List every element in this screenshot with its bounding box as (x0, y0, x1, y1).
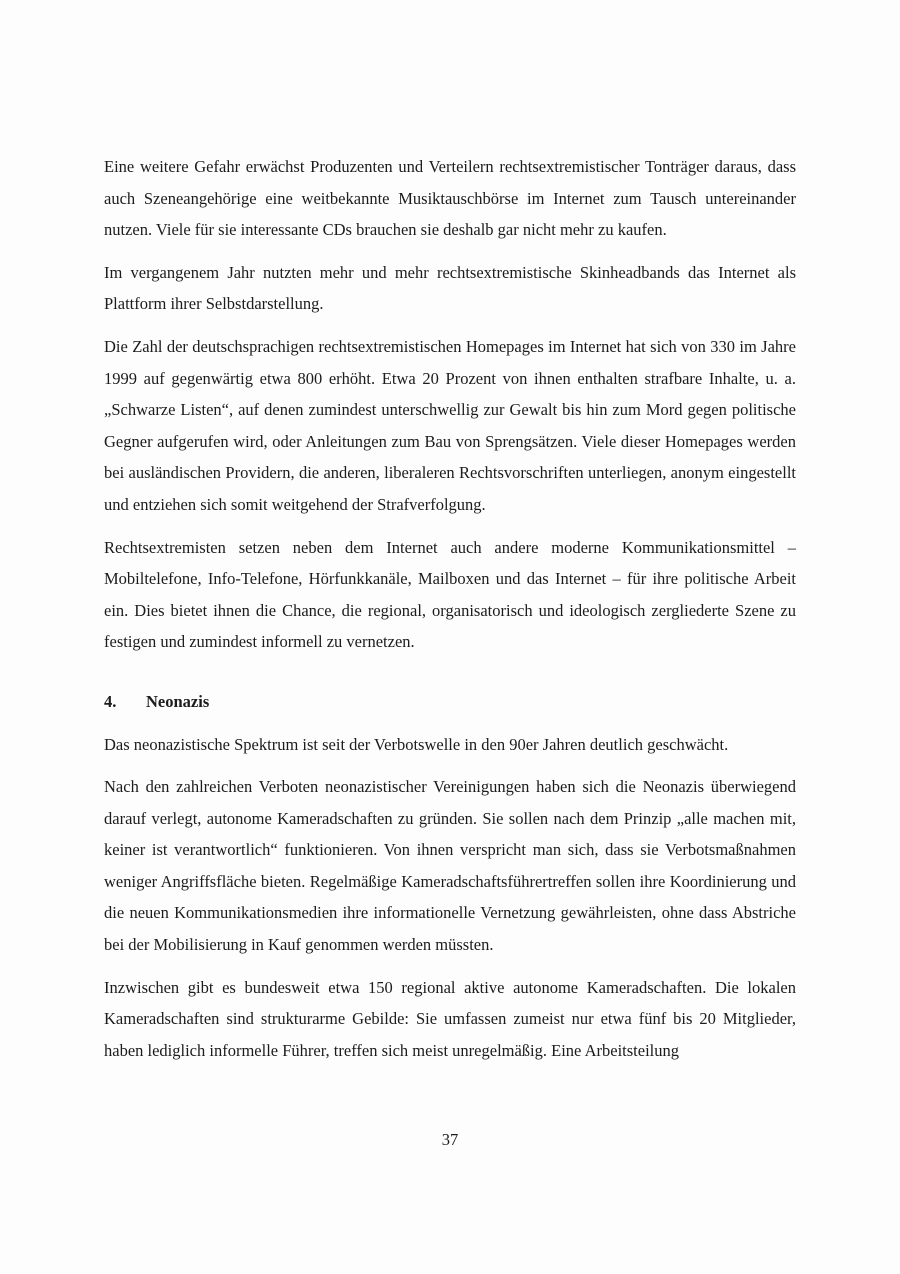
paragraph-kommunikationsmittel: Rechtsextremisten setzen neben dem Internet auch andere moderne Kommunikationsmittel – Mobiltelefone, Info-Telefone, Hörfunkkanäle, Mailboxen und das Internet – für ihre politische Arbeit ein. Dies bietet ihnen die Chance, die regional, organisatorisch und ideologisch zergliederte Szene zu festigen und zumindest informell zu vernetzen. (104, 537, 796, 652)
section-number: 4. (104, 691, 117, 711)
paragraph-tontraeger: Eine weitere Gefahr erwächst Produzenten und Verteilern rechtsextremistischer Tonträger daraus, dass auch Szeneangehörige eine weitbekannte Musiktauschbörse im Internet zum Tausch untereinander nutzen. Viele für sie interessante CDs brauchen sie deshalb gar nicht mehr zu kaufen. (104, 157, 796, 240)
paragraph-homepages: Die Zahl der deutschsprachigen rechtsextremistischen Homepages im Internet hat sich von 330 im Jahre 1999 auf gegenwärtig etwa 800 erhöht. Etwa 20 Prozent von ihnen enthalten strafbare Inhalte, u. a. „Schwarze Listen“, auf denen zumindest unterschwellig zur Gewalt bis hin zum Mord gegen politische Gegner aufgerufen wird, oder Anleitungen zum Bau von Sprengsätzen. Viele dieser Homepages werden bei ausländischen Providern, die anderen, liberaleren Rechtsvorschriften unterliegen, anonym eingestellt und entziehen sich somit weitgehend der Strafverfolgung. (104, 336, 796, 514)
paragraph-skinheadbands: Im vergangenem Jahr nutzten mehr und mehr rechtsextremistische Skinheadbands das Internet als Plattform ihrer Selbstdarstellung. (104, 262, 796, 314)
page-number: 37 (441, 1130, 459, 1149)
section-heading (104, 686, 796, 718)
page-body (104, 151, 796, 1077)
paragraph-spektrum: Das neonazistische Spektrum ist seit der Verbotswelle in den 90er Jahren deutlich geschwächt. (104, 734, 729, 754)
paragraph-bundesweit: Inzwischen gibt es bundesweit etwa 150 regional aktive autonome Kameradschaften. Die lokalen Kameradschaften sind strukturarme Gebilde: Sie umfassen zumeist nur etwa fünf bis 20 Mitglieder, haben lediglich informelle Führer, treffen sich meist unregelmäßig. Eine Arbeitsteilung (104, 977, 796, 1060)
paragraph-kameradschaften: Nach den zahlreichen Verboten neonazistischer Vereinigungen haben sich die Neonazis überwiegend darauf verlegt, autonome Kameradschaften zu gründen. Sie sollen nach dem Prinzip „alle machen mit, keiner ist verantwortlich“ funktionieren. Von ihnen verspricht man sich, dass sie Verbotsmaßnahmen weniger Angriffsfläche bieten. Regelmäßige Kameradschaftsführertreffen sollen ihre Koordinierung und die neuen Kommunikationsmedien ihre informationelle Vernetzung gewährleisten, ohne dass Abstriche bei der Mobilisierung in Kauf genommen werden müssten. (104, 777, 796, 955)
section-title: Neonazis (146, 691, 210, 711)
